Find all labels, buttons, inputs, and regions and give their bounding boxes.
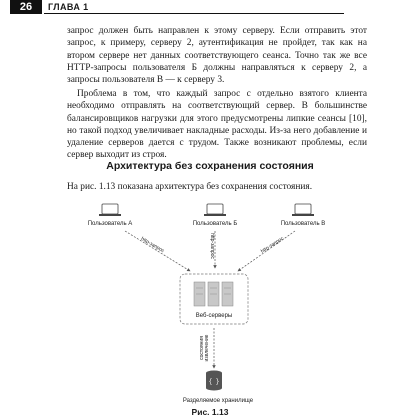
server-icon [208, 282, 219, 306]
edge-label-a: http-запрос [139, 236, 166, 255]
database-icon [206, 371, 222, 391]
user-a-label: Пользователь А [87, 221, 133, 227]
cluster-label: Веб-серверы [195, 313, 233, 319]
user-c-label: Пользователь В [280, 221, 326, 227]
edge-label-c: http-запрос [259, 235, 285, 255]
page-header [0, 0, 420, 14]
fetch-label-2: состояния [199, 336, 205, 360]
server-icon [222, 282, 233, 306]
section-title: Архитектура без сохранения состояния [106, 160, 314, 172]
chapter-title: ГЛАВА 1 [48, 2, 89, 12]
fetch-label-1: извлечение [204, 334, 210, 362]
page-number: 26 [10, 0, 42, 14]
figure-caption: Рис. 1.13 [191, 407, 229, 417]
figure-intro: На рис. 1.13 показана архитектура без сохранения состояния. [67, 182, 313, 192]
header-rule [44, 13, 344, 14]
storage-icon-glyph: { } [208, 378, 220, 385]
stateless-architecture-diagram [60, 198, 370, 408]
paragraph-2: Проблема в том, что каждый запрос с отдельно взятого клиента необходимо отправлять на соответствующий сервер. В большинстве балансировщиков нагрузки для этого предусмотрены липкие сеансы [10], но такой подход увеличивает накладные расходы. Из-за него добавление и удаление серверов дается с трудом. Также возникают проблемы, если сервер выходит из строя. [67, 89, 367, 161]
laptop-icon [292, 204, 314, 216]
server-icon [194, 282, 205, 306]
storage-label: Разделяемое хранилище [182, 398, 254, 404]
laptop-icon [204, 204, 226, 216]
user-b-label: Пользователь Б [192, 221, 238, 227]
laptop-icon [99, 204, 121, 216]
paragraph-1: запрос должен быть направлен к этому серверу. Если отправить этот запрос, к примеру, серверу 2, аутентификация не пройдет, так как на втором сервере нет данных соответствующего сеанса. Точно так же все HTTP-запросы пользователя Б должны направляться к серверу 2, а запросы пользователя В — к серверу 3. [67, 26, 367, 86]
edge-label-b: http-запрос [209, 233, 215, 259]
